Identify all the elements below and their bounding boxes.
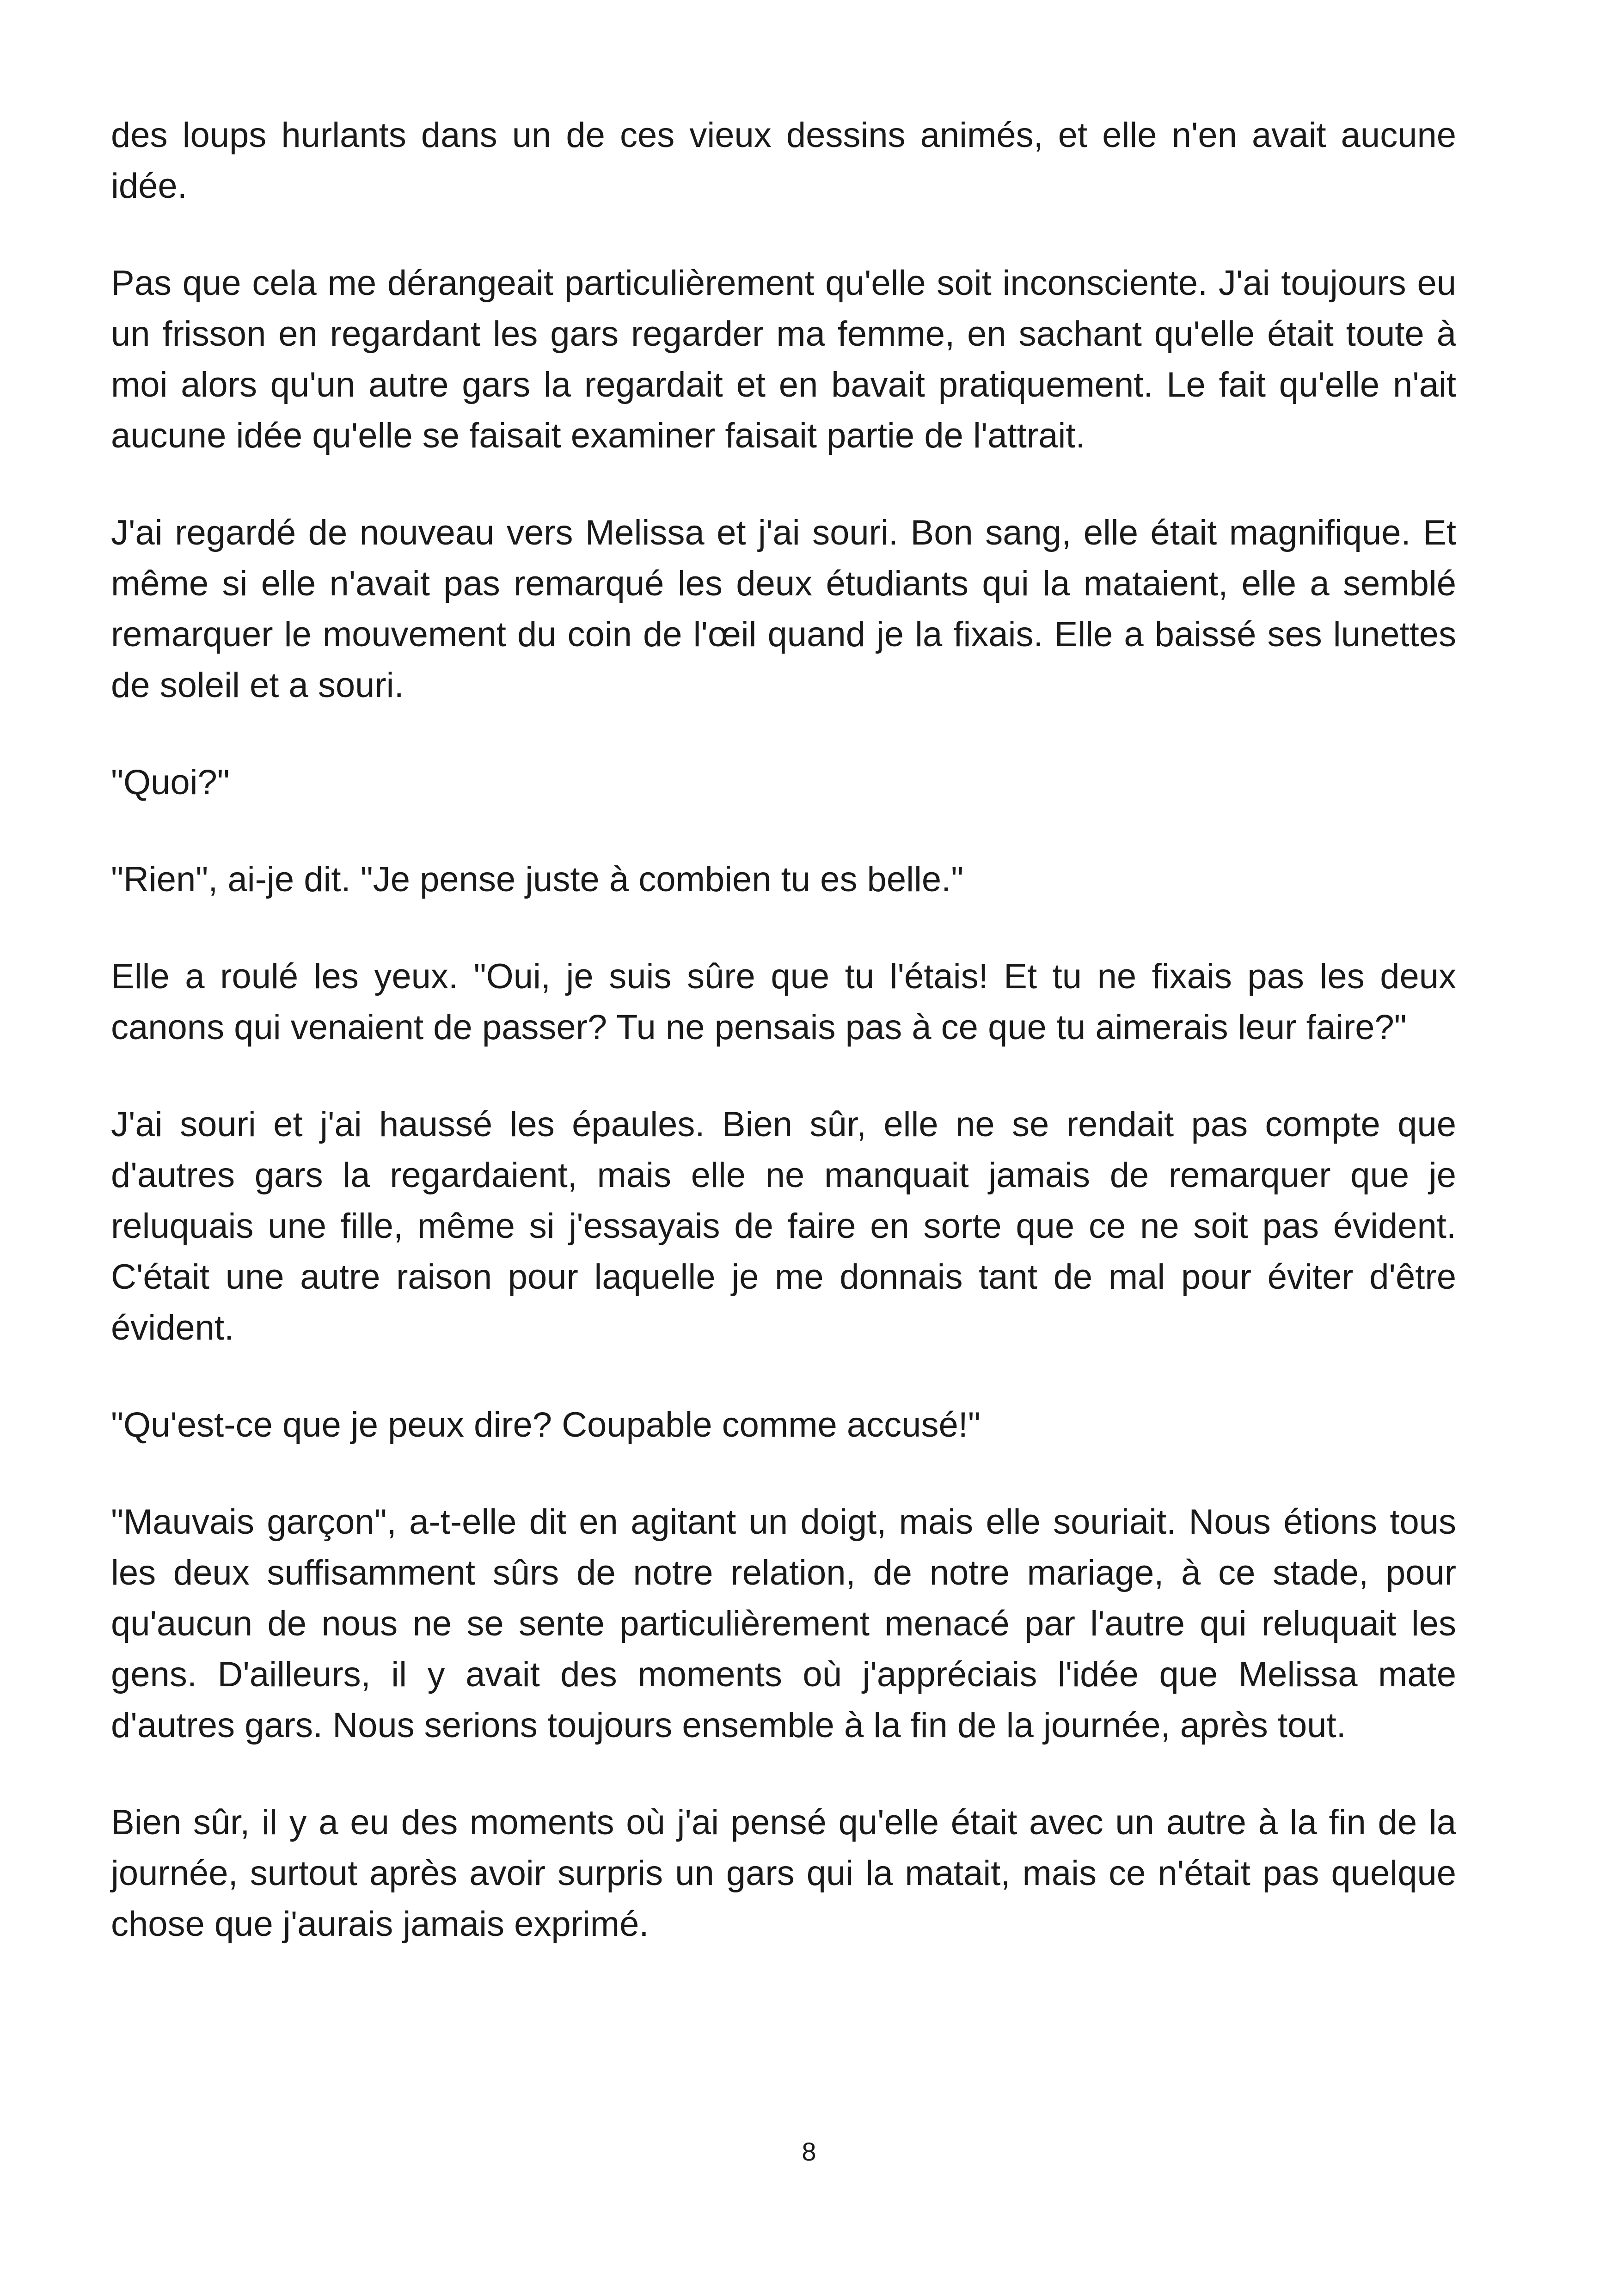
paragraph-9: "Mauvais garçon", a-t-elle dit en agitant un doigt, mais elle souriait. Nous étions tous les deux suffisamment sûrs de notre relation, de notre mariage, à ce stade, pour qu'aucun de nous ne se sente particulièrement menacé par l'autre qui reluquait les gens. D'ailleurs, il y avait des moments où j'appréciais l'idée que Melissa mate d'autres gars. Nous serions toujours ensemble à la fin de la journée, après tout.	[111, 1502, 1456, 1745]
paragraph-3: J'ai regardé de nouveau vers Melissa et j'ai souri. Bon sang, elle était magnifique. Et même si elle n'avait pas remarqué les deux étudiants qui la mataient, elle a semblé remarquer le mouvement du coin de l'œil quand je la fixais. Elle a baissé ses lunettes de soleil et a souri.	[111, 513, 1456, 705]
paragraph-2: Pas que cela me dérangeait particulièrement qu'elle soit inconsciente. J'ai toujours eu un frisson en regardant les gars regarder ma femme, en sachant qu'elle était toute à moi alors qu'un autre gars la regardait et en bavait pratiquement. Le fait qu'elle n'ait aucune idée qu'elle se faisait examiner faisait partie de l'attrait.	[111, 263, 1456, 455]
paragraph-5: "Rien", ai-je dit. "Je pense juste à combien tu es belle."	[111, 860, 964, 899]
paragraph-8: "Qu'est-ce que je peux dire? Coupable comme accusé!"	[111, 1405, 981, 1445]
paragraph-6: Elle a roulé les yeux. "Oui, je suis sûre que tu l'étais! Et tu ne fixais pas les deux canons qui venaient de passer? Tu ne pensais pas à ce que tu aimerais leur faire?"	[111, 957, 1456, 1047]
paragraph-7: J'ai souri et j'ai haussé les épaules. Bien sûr, elle ne se rendait pas compte que d'autres gars la regardaient, mais elle ne manquait jamais de remarquer que je reluquais une fille, même si j'essayais de faire en sorte que ce ne soit pas évident. C'était une autre raison pour laquelle je me donnais tant de mal pour éviter d'être évident.	[111, 1105, 1456, 1347]
paragraph-4: "Quoi?"	[111, 763, 230, 802]
paragraph-10: Bien sûr, il y a eu des moments où j'ai pensé qu'elle était avec un autre à la fin de la journée, surtout après avoir surpris un gars qui la matait, mais ce n'était pas quelque chose que j'aurais jamais exprimé.	[111, 1803, 1456, 1944]
body-text	[111, 110, 1456, 1996]
paragraph-1: des loups hurlants dans un de ces vieux dessins animés, et elle n'en avait aucune idée.	[111, 116, 1456, 206]
page-number: 8	[802, 2137, 816, 2166]
